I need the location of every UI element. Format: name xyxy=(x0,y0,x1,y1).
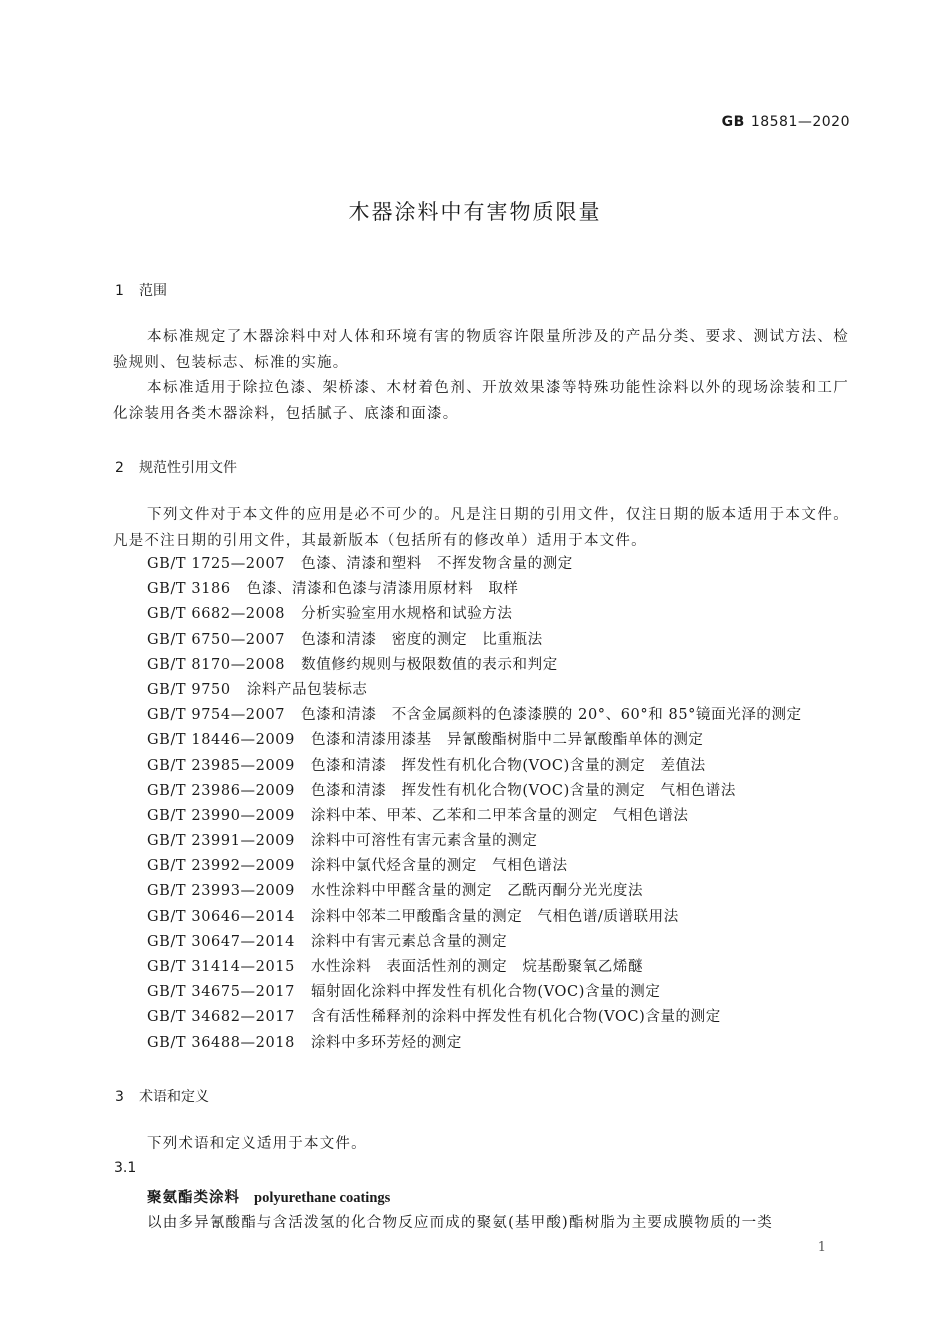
document-title: 木器涂料中有害物质限量 xyxy=(348,200,602,224)
scope-paragraph-2: 本标准适用于除拉色漆、架桥漆、木材着色剂、开放效果漆等特殊功能性涂料以外的现场涂装和工厂化涂装用各类木器涂料，包括腻子、底漆和面漆。 xyxy=(113,380,849,422)
term-entry xyxy=(147,1186,390,1207)
reference-item: GB/T 6750—2007 色漆和清漆 密度的测定 比重瓶法 xyxy=(147,631,543,648)
reference-item: GB/T 23992—2009 涂料中氯代烃含量的测定 气相色谱法 xyxy=(147,858,568,875)
reference-item: GB/T 23990—2009 涂料中苯、甲苯、乙苯和二甲苯含量的测定 气相色谱法 xyxy=(147,807,689,824)
reference-item: GB/T 3186 色漆、清漆和色漆与清漆用原材料 取样 xyxy=(147,581,519,598)
reference-item: GB/T 31414—2015 水性涂料 表面活性剂的测定 烷基酚聚氧乙烯醚 xyxy=(147,959,644,975)
section-heading-normative xyxy=(115,457,237,477)
standard-prefix: GB xyxy=(721,114,745,130)
terms-intro: 下列术语和定义适用于本文件。 xyxy=(147,1136,367,1152)
section-number: 3 xyxy=(115,1089,124,1105)
section-number: 2 xyxy=(115,460,124,476)
reference-item: GB/T 8170—2008 数值修约规则与极限数值的表示和判定 xyxy=(147,656,558,673)
reference-item: GB/T 23991—2009 涂料中可溶性有害元素含量的测定 xyxy=(147,833,538,850)
reference-item: GB/T 34675—2017 辐射固化涂料中挥发性有机化合物(VOC)含量的测定 xyxy=(147,984,661,1001)
scope-paragraph-1: 本标准规定了木器涂料中对人体和环境有害的物质容许限量所涉及的产品分类、要求、测试方法、检验规则、包装标志、标准的实施。 xyxy=(113,329,849,371)
reference-item: GB/T 9750 涂料产品包装标志 xyxy=(147,681,368,698)
term-number: 3.1 xyxy=(114,1160,137,1176)
reference-item: GB/T 30646—2014 涂料中邻苯二甲酸酯含量的测定 气相色谱/质谱联用法 xyxy=(147,908,679,925)
term-english: polyurethane coatings xyxy=(254,1190,391,1206)
term-definition: 以由多异氰酸酯与含活泼氢的化合物反应而成的聚氨(基甲酸)酯树脂为主要成膜物质的一类 xyxy=(147,1215,774,1231)
reference-item: GB/T 23985—2009 色漆和清漆 挥发性有机化合物(VOC)含量的测定 差值法 xyxy=(147,757,706,774)
reference-list xyxy=(147,552,802,1056)
page-number: 1 xyxy=(817,1240,826,1255)
section-heading-terms xyxy=(115,1086,209,1106)
reference-item: GB/T 9754—2007 色漆和清漆 不含金属颜料的色漆漆膜的 20°、60°和 85°镜面光泽的测定 xyxy=(147,707,802,724)
section-title: 术语和定义 xyxy=(139,1089,209,1105)
term-chinese: 聚氨酯类涂料 xyxy=(147,1190,240,1206)
section-number: 1 xyxy=(115,283,124,299)
reference-item: GB/T 6682—2008 分析实验室用水规格和试验方法 xyxy=(147,606,513,623)
reference-item: GB/T 34682—2017 含有活性稀释剂的涂料中挥发性有机化合物(VOC)含量的测定 xyxy=(147,1009,721,1026)
section-title: 范围 xyxy=(139,283,167,299)
normative-intro: 下列文件对于本文件的应用是必不可少的。凡是注日期的引用文件，仅注日期的版本适用于本文件。凡是不注日期的引用文件，其最新版本（包括所有的修改单）适用于本文件。 xyxy=(113,507,849,549)
standard-number: 18581—2020 xyxy=(750,114,850,130)
reference-item: GB/T 1725—2007 色漆、清漆和塑料 不挥发物含量的测定 xyxy=(147,556,573,572)
reference-item: GB/T 36488—2018 涂料中多环芳烃的测定 xyxy=(147,1034,462,1051)
reference-item: GB/T 23993—2009 水性涂料中甲醛含量的测定 乙酰丙酮分光光度法 xyxy=(147,883,644,900)
reference-item: GB/T 18446—2009 色漆和清漆用漆基 异氰酸酯树脂中二异氰酸酯单体的测定 xyxy=(147,732,704,749)
standard-code xyxy=(722,114,850,130)
reference-item: GB/T 30647—2014 涂料中有害元素总含量的测定 xyxy=(147,933,508,950)
reference-item: GB/T 23986—2009 色漆和清漆 挥发性有机化合物(VOC)含量的测定 气相色谱法 xyxy=(147,782,736,799)
section-heading-scope xyxy=(115,280,167,300)
section-title: 规范性引用文件 xyxy=(139,460,237,476)
